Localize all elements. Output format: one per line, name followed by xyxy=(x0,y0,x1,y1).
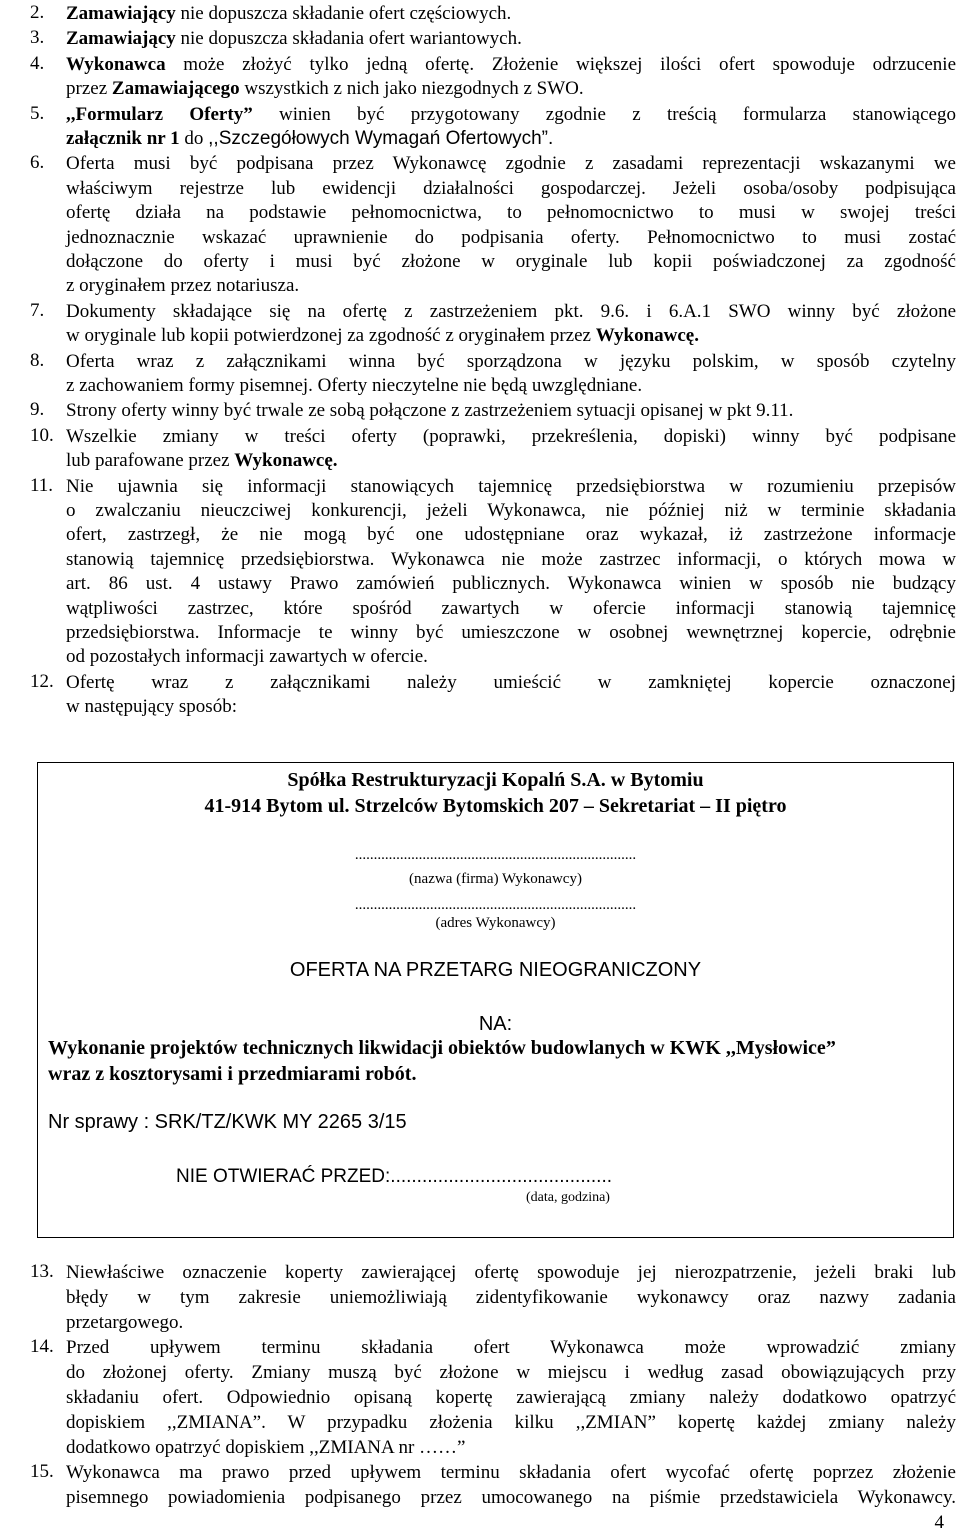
text-run: przedsiębiorstwa. Informacje te winny być umieszczone w osobnej wewnętrznej kopercie, odrębnie xyxy=(66,621,956,643)
page-number: 4 xyxy=(934,1512,944,1533)
text-run: dodatkowo opatrzyć dopiskiem ,,ZMIANA nr ……” xyxy=(66,1437,466,1458)
list-item-line xyxy=(66,499,956,523)
text-run: o zwalczaniu nieuczciwej konkurencji, jeżeli Wykonawca, nie później niż w terminie składania xyxy=(66,499,956,521)
text-run: jednoznacznie wskazać uprawnienie do podpisania oferty. Pełnomocnictwo to musi zostać xyxy=(66,226,956,248)
envelope-label-box xyxy=(37,762,954,1238)
list-item-number: 10. xyxy=(30,424,54,446)
list-item-line xyxy=(66,1411,956,1435)
text-run: błędy w tym zakresie uniemożliwiają zidentyfikowanie wykonawcy oraz nazwy zadania xyxy=(66,1287,956,1308)
text-run: od pozostałych informacji zawartych w ofercie. xyxy=(66,646,428,668)
envelope-company: Spółka Restrukturyzacji Kopalń S.A. w Bytomiu xyxy=(287,769,704,791)
list-item-line xyxy=(66,597,956,621)
list-item-line xyxy=(66,523,956,547)
list-item-line xyxy=(66,1336,956,1360)
text-run: Wszelkie zmiany w treści oferty (poprawki, przekreślenia, dopiski) winny być podpisane xyxy=(66,425,956,447)
name-dotted-line: ........................................................................... xyxy=(354,847,637,863)
text-run: Oferta wraz z załącznikami winna być sporządzona w języku polskim, w sposób czytelny xyxy=(66,350,956,372)
list-item-line xyxy=(66,177,956,201)
address-dotted-line: ........................................................................... xyxy=(354,897,637,913)
text-run: do złożonej oferty. Zmiany muszą być złożone w miejscu i według zasad obowiązujących przy xyxy=(66,1362,956,1383)
text-run: dopiskiem ,,ZMIANA”. W przypadku złożenia kilku ,,ZMIAN” kopertę każdej zmiany należy xyxy=(66,1412,956,1433)
text-run: Strony oferty winny być trwale ze sobą połączone z zastrzeżeniem sytuacji opisanej w pkt 9.11. xyxy=(66,400,794,422)
list-item-line xyxy=(66,572,956,596)
list-item-line xyxy=(66,300,956,324)
text-run: wątpliwości zastrzec, które spośród zawartych w ofercie informacji stanowią tajemnicę xyxy=(66,597,956,619)
text-run: z zachowaniem formy pisemnej. Oferty nieczytelne nie będą uwzględniane. xyxy=(66,374,643,396)
list-item-number: 6. xyxy=(30,152,45,174)
list-item-line xyxy=(66,1436,956,1460)
list-item-number: 4. xyxy=(30,52,45,74)
list-item-number: 7. xyxy=(30,299,45,321)
list-item-line xyxy=(66,1361,956,1385)
text-run: winien być przygotowany zgodnie z treścią formularza stanowiącego xyxy=(252,103,956,125)
list-item-line xyxy=(66,621,956,645)
text-run: Zamawiający xyxy=(66,3,176,24)
list-item-line xyxy=(66,103,956,127)
text-run: przetargowego. xyxy=(66,1312,184,1333)
text-run: ,,Szczegółowych Wymagań Ofertowych”. xyxy=(208,127,554,149)
text-run: Przed upływem terminu składania ofert Wykonawca może wprowadzić zmiany xyxy=(66,1337,956,1358)
list-item-number: 12. xyxy=(30,670,54,692)
do-not-open-before: NIE OTWIERAĆ PRZED:.......................................... xyxy=(176,1166,612,1187)
text-run: pisemnego powiadomienia podpisanego przez umocowanego na piśmie przedstawiciela Wykonawcy. xyxy=(66,1487,956,1508)
envelope-address: 41-914 Bytom ul. Strzelców Bytomskich 207 – Sekretariat – II piętro xyxy=(204,795,787,817)
address-caption: (adres Wykonawcy) xyxy=(435,915,556,931)
list-item-line xyxy=(66,274,956,298)
text-run: z oryginałem przez notariusza. xyxy=(66,275,300,297)
list-item-number: 13. xyxy=(30,1261,54,1282)
list-item-number: 8. xyxy=(30,349,45,371)
list-item-line xyxy=(66,1461,956,1485)
text-run: Dokumenty składające się na ofertę z zastrzeżeniem pkt. 9.6. i 6.A.1 SWO winny być złożone xyxy=(66,300,956,322)
case-number: Nr sprawy : SRK/TZ/KWK MY 2265 3/15 xyxy=(48,1111,407,1133)
list-item-line xyxy=(66,77,956,101)
text-run: Zamawiającego xyxy=(111,78,240,100)
text-run: nie dopuszcza składanie ofert częściowych. xyxy=(175,3,512,24)
text-run: załącznik nr 1 xyxy=(66,127,180,149)
list-item-number: 5. xyxy=(30,102,45,124)
list-item-line xyxy=(66,475,956,499)
list-item-line xyxy=(66,1311,956,1335)
list-item-line xyxy=(66,250,956,274)
list-item-line xyxy=(66,645,956,669)
list-item-line xyxy=(66,399,956,423)
list-item-line xyxy=(66,324,956,348)
list-item-number: 15. xyxy=(30,1461,54,1482)
text-run: Wykonawca xyxy=(66,53,166,75)
text-run: Ofertę wraz z załącznikami należy umieścić w zamkniętej kopercie oznaczonej xyxy=(66,671,956,693)
text-run: ofert, zastrzegł, że nie mogą być one udostępniane oraz wykazał, iż zastrzeżone informacje xyxy=(66,524,956,546)
text-run: Wykonawca ma prawo przed upływem terminu składania ofert wycofać ofertę poprzez złożenie xyxy=(66,1462,956,1483)
project-title-line2: wraz z kosztorysami i przedmiarami robót. xyxy=(48,1063,417,1085)
text-run: wszystkich z nich jako niezgodnych z SWO. xyxy=(239,78,584,100)
list-item-line xyxy=(66,152,956,176)
offer-title: OFERTA NA PRZETARG NIEOGRANICZONY xyxy=(289,959,702,981)
text-run: ,,Formularz Oferty” xyxy=(66,103,253,125)
list-item-line xyxy=(66,374,956,398)
text-run: Oferta musi być podpisana przez Wykonawcę zgodnie z zasadami reprezentacji wskazanymi we xyxy=(66,153,956,175)
list-item-line xyxy=(66,1286,956,1310)
list-item-line xyxy=(66,695,956,719)
list-item-line xyxy=(66,2,956,26)
name-caption: (nazwa (firma) Wykonawcy) xyxy=(409,871,582,887)
list-item-line xyxy=(66,201,956,225)
na-label: NA: xyxy=(478,1013,513,1035)
project-title-line1: Wykonanie projektów technicznych likwidacji obiektów budowlanych w KWK ,,Mysłowice” xyxy=(48,1037,836,1059)
text-run: Wykonawcę. xyxy=(595,325,699,347)
list-item-line xyxy=(66,350,956,374)
list-item-number: 9. xyxy=(30,399,45,421)
text-run: Zamawiający xyxy=(66,28,176,50)
text-run: ofertę działa na podstawie pełnomocnictwa, to pełnomocnictwo to musi w swojej treści xyxy=(66,202,956,224)
text-run: art. 86 ust. 4 ustawy Prawo zamówień publicznych. Wykonawca winien w sposób nie budzący xyxy=(66,573,956,595)
list-item-line xyxy=(66,226,956,250)
text-run: może złożyć tylko jedną ofertę. Złożenie większej ilości ofert spowoduje odrzucenie xyxy=(165,53,956,75)
text-run: w następujący sposób: xyxy=(66,696,237,718)
list-item-line xyxy=(66,425,956,449)
text-run: właściwym rejestrze lub ewidencji działalności gospodarczej. Jeżeli osoba/osoby podpisująca xyxy=(66,177,956,199)
list-item-line xyxy=(66,1386,956,1410)
text-run: Nie ujawnia się informacji stanowiących tajemnicę przedsiębiorstwa w rozumieniu przepisów xyxy=(66,475,956,497)
text-run: do xyxy=(179,127,209,149)
text-run: nie dopuszcza składania ofert wariantowych. xyxy=(175,28,522,50)
text-run: dołączone do oferty i musi być złożone w oryginale lub kopii poświadczonej za zgodność xyxy=(66,250,956,272)
list-item-number: 2. xyxy=(30,2,45,23)
list-item-line xyxy=(66,671,956,695)
text-run: przez xyxy=(66,78,112,100)
list-item-number: 14. xyxy=(30,1336,54,1357)
text-run: składaniu ofert. Odpowiednio opisaną kopertę zawierającą zmiany należy dodatkowo opatrzyć xyxy=(66,1387,956,1408)
text-run: stanowią tajemnicę przedsiębiorstwa. Wykonawca nie może zastrzec informacji, o których mowa w xyxy=(66,548,956,570)
list-item-line xyxy=(66,27,956,51)
text-run: Wykonawcę. xyxy=(234,450,338,472)
text-run: w oryginale lub kopii potwierdzonej za zgodność z oryginałem przez xyxy=(66,325,596,347)
list-item-line xyxy=(66,127,956,151)
text-run: lub parafowane przez xyxy=(66,450,235,472)
datetime-caption: (data, godzina) xyxy=(526,1190,610,1205)
list-item-line xyxy=(66,449,956,473)
text-run: Niewłaściwe oznaczenie koperty zawierającej ofertę spowoduje jej nierozpatrzenie, jeżeli braki lub xyxy=(66,1262,956,1283)
list-item-line xyxy=(66,1486,956,1510)
list-item-line xyxy=(66,1261,956,1285)
list-item-number: 3. xyxy=(30,27,45,49)
list-item-line xyxy=(66,53,956,77)
list-item-number: 11. xyxy=(30,474,54,496)
list-item-line xyxy=(66,548,956,572)
